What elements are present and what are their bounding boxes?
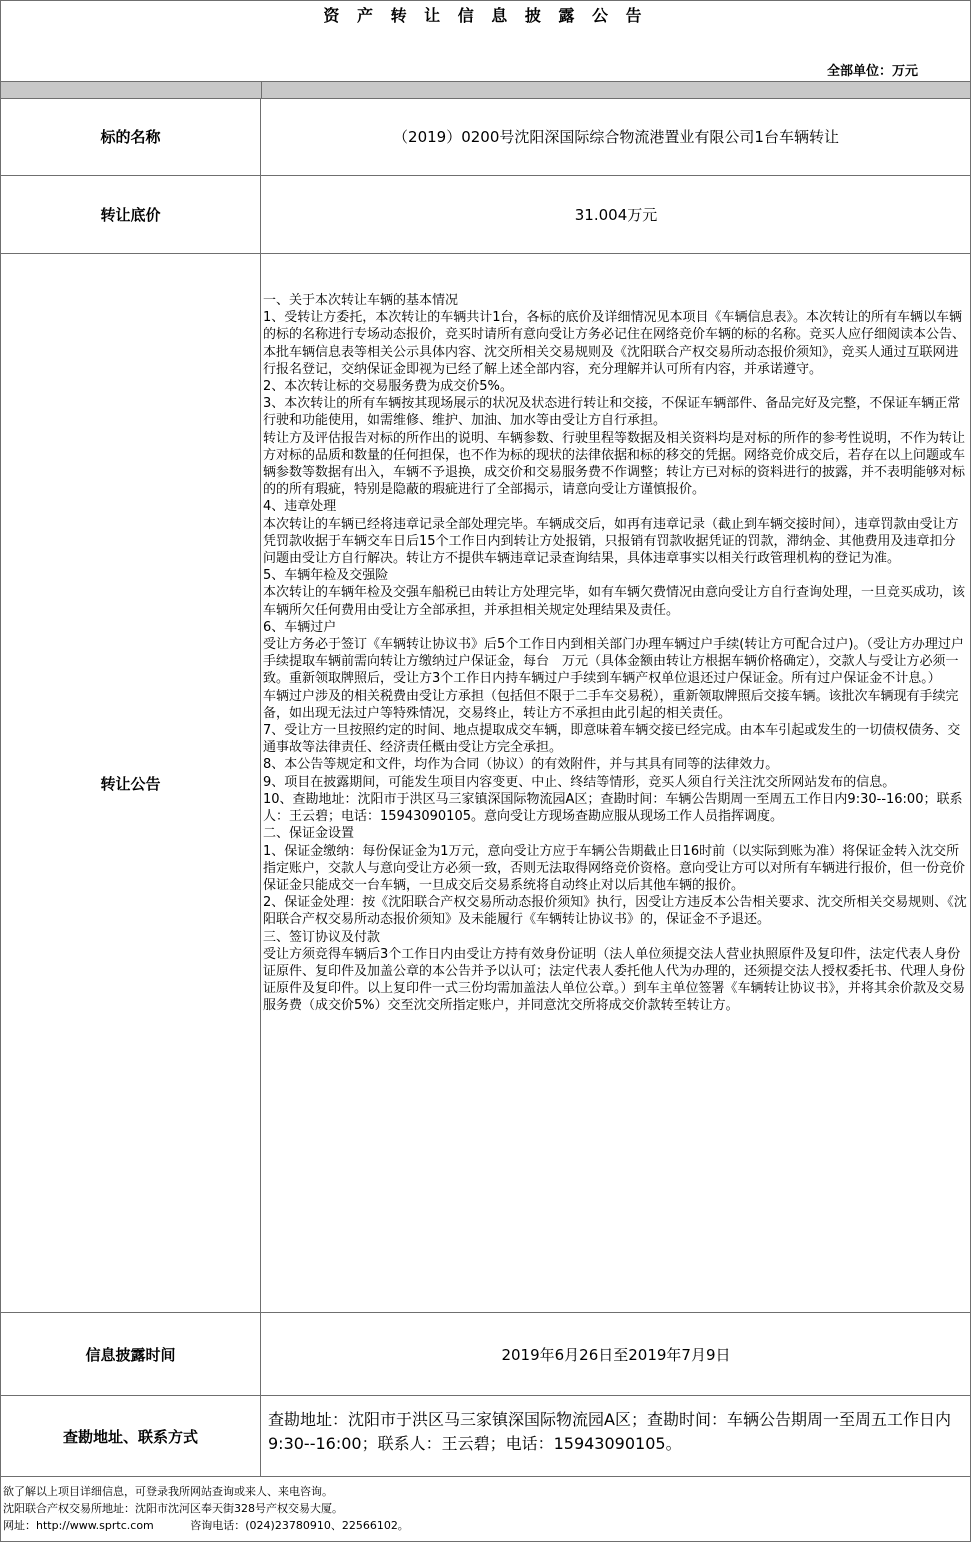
footer-notes [3, 1483, 963, 1534]
header-band [1, 81, 970, 99]
notice-paragraph: 1、保证金缴纳：每份保证金为1万元，意向受让方应于车辆公告期截止日16时前（以实际到账为准）将保证金转入沈交所指定账户，交款人与意向受让方必须一致，否则无法取得网络竞价资格。意向受让方可以对所有车辆进行报价，但一份竞价保证金只能成交一台车辆，一旦成交后交易系统将自动终止对以后其他车辆的报价。 [263, 843, 966, 893]
row-contact-info [1, 1396, 970, 1477]
reserve-price-label: 转让底价 [1, 176, 261, 253]
reserve-price-value: 31.004万元 [574, 206, 658, 224]
footer-line-inquiry: 欲了解以上项目详细信息，可登录我所网站查询或来人、来电咨询。 [3, 1485, 333, 1498]
notice-paragraph: 本次转让的车辆年检及交强车船税已由转让方处理完毕，如有车辆欠费情况由意向受让方自行查询处理，一旦竞买成功，该车辆所欠任何费用由受让方全部承担，并承担相关规定处理结果及责任。 [263, 585, 966, 618]
transfer-notice-label: 转让公告 [1, 254, 261, 1312]
footer-line-website: 网址：http://www.sprtc.com 咨询电话：(024)23780910、22566102。 [3, 1519, 409, 1532]
notice-paragraph: 受让方须竞得车辆后3个工作日内由受让方持有效身份证明（法人单位须提交法人营业执照原件及复印件，法定代表人身份证原件、复印件及加盖公章的本公告并予以认可；法定代表人委托他人代为办理的，还须提交法人授权委托书、代理人身份证原件及复印件。以上复印件一式三份均需加盖法人单位公章。）到车主单位签署《车辆转让协议书》，并将其余价款及交易服务费（成交价5%）交至沈交所指定账户，并同意沈交所将成交价款转至转让方。 [263, 946, 966, 1014]
notice-paragraph: 8、本公告等规定和文件，均作为合同（协议）的有效附件，并与其具有同等的法律效力。 [263, 757, 779, 773]
notice-paragraph: 3、本次转让的所有车辆按其现场展示的状况及状态进行转让和交接，不保证车辆部件、备品完好及完整，不保证车辆正常行驶和功能使用，如需维修、维护、加油、加水等由受让方自行承担。 [263, 396, 961, 429]
disclosure-period-label: 信息披露时间 [1, 1313, 261, 1395]
row-subject-name [1, 98, 970, 176]
contact-info-value: 查勘地址：沈阳市于洪区马三家镇深国际物流园A区；查勘时间：车辆公告期周一至周五工作日内9:30--16:00；联系人：王云碧；电话：15943090105。 [268, 1410, 951, 1453]
notice-paragraph: 9、项目在披露期间，可能发生项目内容变更、中止、终结等情形，竞买人须自行关注沈交所网站发布的信息。 [263, 774, 896, 790]
row-reserve-price [1, 176, 970, 254]
notice-paragraph: 车辆过户涉及的相关税费由受让方承担（包括但不限于二手车交易税），重新领取牌照后交接车辆。该批次车辆现有手续完备，如出现无法过户等特殊情况，交易终止，转让方不承担由此引起的相关责任。 [263, 688, 959, 721]
notice-paragraph: 2、保证金处理：按《沈阳联合产权交易所动态报价须知》执行，因受让方违反本公告相关要求、沈交所相关交易规则、《沈阳联合产权交易所动态报价须知》及未能履行《车辆转让协议书》的，保证金不予退还。 [263, 895, 967, 928]
transfer-notice-body [263, 292, 967, 1015]
row-disclosure-period [1, 1313, 970, 1396]
contact-info-label: 查勘地址、联系方式 [1, 1396, 261, 1476]
notice-paragraph: 受让方务必于签订《车辆转让协议书》后5个工作日内到相关部门办理车辆过户手续(转让方可配合过户)。（受让方办理过户手续提取车辆前需向转让方缴纳过户保证金，每台 万元（具体金额由转让方根据车辆价格确定），交款人与受让方必须一致。重新领取牌照后，受让方3个工作日内持车辆过户手续到车辆产权单位退还过户保证金。所有过户保证金不计息。） [263, 637, 964, 687]
footer-line-address: 沈阳联合产权交易所地址：沈阳市沈河区奉天街328号产权交易大厦。 [3, 1502, 343, 1515]
notice-paragraph: 4、违章处理 [263, 499, 337, 515]
notice-paragraph: 5、车辆年检及交强险 [263, 568, 389, 584]
page-title: 资 产 转 让 信 息 披 露 公 告 [323, 6, 648, 25]
notice-paragraph: 二、保证金设置 [263, 826, 355, 842]
notice-paragraph: 三、签订协议及付款 [263, 929, 381, 945]
row-transfer-notice [1, 254, 970, 1313]
notice-paragraph: 10、查勘地址：沈阳市于洪区马三家镇深国际物流园A区；查勘时间：车辆公告期周一至周五工作日内9:30--16:00；联系人：王云碧；电话：15943090105。意向受让方现场查勘应服从现场工作人员指挥调度。 [263, 791, 963, 825]
notice-paragraph: 2、本次转让标的交易服务费为成交价5%。 [263, 379, 513, 395]
subject-name-value: （2019）0200号沈阳深国际综合物流港置业有限公司1台车辆转让 [393, 128, 839, 146]
notice-paragraph: 一、关于本次转让车辆的基本情况 [263, 293, 459, 308]
notice-paragraph: 7、受让方一旦按照约定的时间、地点提取成交车辆，即意味着车辆交接已经完成。由本车引起或发生的一切债权债务、交通事故等法律责任、经济责任概由受让方完全承担。 [263, 723, 961, 756]
notice-paragraph: 本次转让的车辆已经将违章记录全部处理完毕。车辆成交后，如再有违章记录（截止到车辆交接时间），违章罚款由受让方凭罚款收据于车辆交车日后15个工作日内到转让方处报销，只报销有罚款收据凭证的罚款，滞纳金、其他费用及违章扣分问题由受让方自行解决。转让方不提供车辆违章记录查询结果，具体违章事实以相关行政管理机构的登记为准。 [263, 516, 959, 567]
unit-label: 全部单位：万元 [826, 64, 918, 79]
header-band-divider [261, 82, 262, 98]
disclosure-period-value: 2019年6月26日至2019年7月9日 [501, 1345, 731, 1364]
notice-paragraph: 6、车辆过户 [263, 619, 337, 635]
subject-name-label: 标的名称 [1, 98, 261, 175]
notice-paragraph: 转让方及评估报告对标的所作出的说明、车辆参数、行驶里程等数据及相关资料均是对标的所作的参考性说明，不作为转让方对标的品质和数量的任何担保，也不作为标的现状的法律依据和标的移交的凭据。网络竞价成交后，若存在以上问题或车辆参数等数据有出入，车辆不予退换，成交价和交易服务费不作调整；转让方已对标的资料进行的披露，并不表明能够对标的的所有瑕疵，特别是隐蔽的瑕疵进行了全部揭示，请意向受让方谨慎报价。 [263, 430, 966, 498]
notice-paragraph: 1、受转让方委托，本次转让的车辆共计1台，各标的底价及详细情况见本项目《车辆信息表》。本次转让的所有车辆以车辆的标的名称进行专场动态报价，竞买时请所有意向受让方务必记住在网络竞价车辆的标的名称。竞买人应仔细阅读本公告、本批车辆信息表等相关公示具体内容、沈交所相关交易规则及《沈阳联合产权交易所动态报价须知》，竞买人通过互联网进行报名登记，交纳保证金即视为已经了解上述全部内容，充分理解并认可所有内容，并承诺遵守。 [263, 310, 966, 377]
